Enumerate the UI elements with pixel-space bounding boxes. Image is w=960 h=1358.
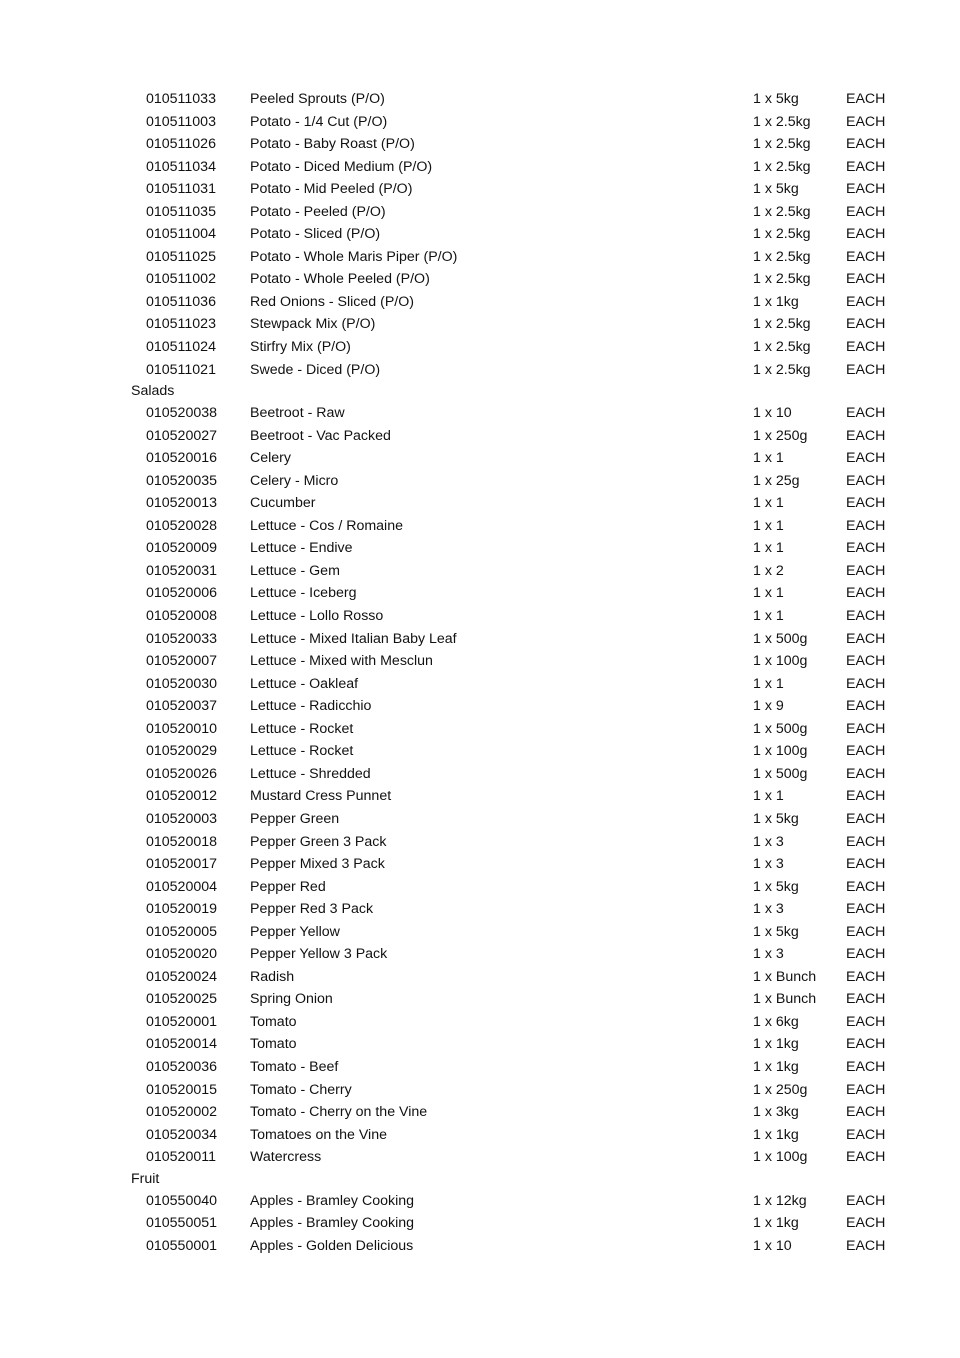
unit-of-measure: EACH bbox=[846, 765, 886, 782]
unit-of-measure: EACH bbox=[846, 427, 886, 444]
pack-size: 1 x 2.5kg bbox=[753, 361, 811, 378]
unit-of-measure: EACH bbox=[846, 878, 886, 895]
product-description: Lettuce - Mixed Italian Baby Leaf bbox=[250, 630, 457, 647]
product-row bbox=[0, 898, 960, 921]
unit-of-measure: EACH bbox=[846, 1104, 886, 1121]
unit-of-measure: EACH bbox=[846, 540, 886, 557]
unit-of-measure: EACH bbox=[846, 630, 886, 647]
unit-of-measure: EACH bbox=[846, 653, 886, 670]
product-row bbox=[0, 1101, 960, 1124]
section-heading-label: Salads bbox=[131, 383, 175, 400]
product-row bbox=[0, 515, 960, 538]
product-description: Pepper Green 3 Pack bbox=[250, 833, 387, 850]
product-description: Tomato bbox=[250, 1036, 297, 1053]
product-description: Pepper Yellow 3 Pack bbox=[250, 946, 388, 963]
product-description: Potato - Sliced (P/O) bbox=[250, 226, 381, 243]
product-row bbox=[0, 876, 960, 899]
unit-of-measure: EACH bbox=[846, 91, 886, 107]
product-code: 010520018 bbox=[146, 833, 218, 850]
pack-size: 1 x 3 bbox=[753, 946, 784, 963]
unit-of-measure: EACH bbox=[846, 495, 886, 512]
product-description: Pepper Mixed 3 Pack bbox=[250, 856, 385, 873]
product-description: Lettuce - Rocket bbox=[250, 720, 354, 737]
pack-size: 1 x 2 bbox=[753, 562, 784, 579]
pack-size: 1 x 2.5kg bbox=[753, 113, 811, 130]
unit-of-measure: EACH bbox=[846, 113, 886, 130]
product-description: Stirfry Mix (P/O) bbox=[250, 339, 351, 356]
pack-size: 1 x 2.5kg bbox=[753, 248, 811, 265]
product-row bbox=[0, 763, 960, 786]
unit-of-measure: EACH bbox=[846, 517, 886, 534]
product-row bbox=[0, 582, 960, 605]
section-heading-label: Fruit bbox=[131, 1170, 160, 1187]
product-row bbox=[0, 650, 960, 673]
product-row bbox=[0, 695, 960, 718]
pack-size: 1 x 5kg bbox=[753, 878, 799, 895]
product-row bbox=[0, 336, 960, 359]
product-description: Pepper Red bbox=[250, 878, 326, 895]
product-code: 010520038 bbox=[146, 405, 218, 422]
product-description: Watercress bbox=[250, 1149, 322, 1166]
pack-size: 1 x 100g bbox=[753, 1149, 808, 1166]
product-row bbox=[0, 785, 960, 808]
unit-of-measure: EACH bbox=[846, 991, 886, 1008]
product-code: 010520006 bbox=[146, 585, 218, 602]
unit-of-measure: EACH bbox=[846, 1058, 886, 1075]
product-description: Tomato bbox=[250, 1013, 297, 1030]
product-description: Tomato - Cherry bbox=[250, 1081, 352, 1098]
product-description: Potato - 1/4 Cut (P/O) bbox=[250, 113, 388, 130]
unit-of-measure: EACH bbox=[846, 158, 886, 175]
section-heading bbox=[0, 381, 960, 402]
product-list bbox=[0, 88, 960, 1257]
unit-of-measure: EACH bbox=[846, 339, 886, 356]
product-row bbox=[0, 1124, 960, 1147]
pack-size: 1 x 1 bbox=[753, 540, 784, 557]
pack-size: 1 x 2.5kg bbox=[753, 316, 811, 333]
product-description: Tomato - Cherry on the Vine bbox=[250, 1104, 428, 1121]
product-code: 010520034 bbox=[146, 1126, 218, 1143]
product-row bbox=[0, 156, 960, 179]
unit-of-measure: EACH bbox=[846, 472, 886, 489]
product-row bbox=[0, 111, 960, 134]
product-code: 010520009 bbox=[146, 540, 218, 557]
product-description: Pepper Red 3 Pack bbox=[250, 901, 374, 918]
product-code: 010511036 bbox=[146, 293, 216, 310]
product-row bbox=[0, 1056, 960, 1079]
pack-size: 1 x 500g bbox=[753, 720, 808, 737]
unit-of-measure: EACH bbox=[846, 181, 886, 198]
pack-size: 1 x 1kg bbox=[753, 1058, 799, 1075]
product-code: 010511021 bbox=[146, 361, 216, 378]
product-row bbox=[0, 1146, 960, 1169]
pack-size: 1 x 1 bbox=[753, 585, 784, 602]
unit-of-measure: EACH bbox=[846, 1192, 886, 1209]
unit-of-measure: EACH bbox=[846, 585, 886, 602]
product-description: Potato - Peeled (P/O) bbox=[250, 203, 386, 220]
pack-size: 1 x 100g bbox=[753, 743, 808, 760]
unit-of-measure: EACH bbox=[846, 248, 886, 265]
product-row bbox=[0, 133, 960, 156]
product-code: 010520017 bbox=[146, 856, 218, 873]
product-code: 010520037 bbox=[146, 698, 218, 715]
unit-of-measure: EACH bbox=[846, 698, 886, 715]
product-code: 010520035 bbox=[146, 472, 218, 489]
product-row bbox=[0, 966, 960, 989]
unit-of-measure: EACH bbox=[846, 788, 886, 805]
product-row bbox=[0, 1033, 960, 1056]
product-description: Pepper Green bbox=[250, 810, 340, 827]
product-row bbox=[0, 943, 960, 966]
pack-size: 1 x 500g bbox=[753, 630, 808, 647]
product-description: Lettuce - Cos / Romaine bbox=[250, 517, 403, 534]
unit-of-measure: EACH bbox=[846, 405, 886, 422]
product-code: 010520007 bbox=[146, 653, 218, 670]
product-row bbox=[0, 1011, 960, 1034]
product-code: 010511002 bbox=[146, 271, 216, 288]
unit-of-measure: EACH bbox=[846, 1081, 886, 1098]
pack-size: 1 x 5kg bbox=[753, 810, 799, 827]
pack-size: 1 x 5kg bbox=[753, 181, 799, 198]
product-code: 010520026 bbox=[146, 765, 218, 782]
product-code: 010511033 bbox=[146, 91, 216, 107]
product-row bbox=[0, 853, 960, 876]
product-description: Apples - Bramley Cooking bbox=[250, 1192, 415, 1209]
product-code: 010520025 bbox=[146, 991, 218, 1008]
pack-size: 1 x 1 bbox=[753, 495, 784, 512]
product-description: Potato - Diced Medium (P/O) bbox=[250, 158, 433, 175]
pack-size: 1 x 250g bbox=[753, 1081, 808, 1098]
pack-size: 1 x 25g bbox=[753, 472, 800, 489]
product-code: 010520012 bbox=[146, 788, 218, 805]
unit-of-measure: EACH bbox=[846, 856, 886, 873]
unit-of-measure: EACH bbox=[846, 361, 886, 378]
product-row bbox=[0, 201, 960, 224]
unit-of-measure: EACH bbox=[846, 968, 886, 985]
pack-size: 1 x Bunch bbox=[753, 991, 817, 1008]
product-description: Lettuce - Gem bbox=[250, 562, 340, 579]
product-code: 010520036 bbox=[146, 1058, 218, 1075]
unit-of-measure: EACH bbox=[846, 203, 886, 220]
product-code: 010520002 bbox=[146, 1104, 218, 1121]
pack-size: 1 x 10 bbox=[753, 405, 792, 422]
product-code: 010520028 bbox=[146, 517, 218, 534]
product-description: Cucumber bbox=[250, 495, 316, 512]
product-row bbox=[0, 831, 960, 854]
unit-of-measure: EACH bbox=[846, 271, 886, 288]
product-code: 010511031 bbox=[146, 181, 216, 198]
pack-size: 1 x 5kg bbox=[753, 923, 799, 940]
product-description: Potato - Whole Maris Piper (P/O) bbox=[250, 248, 458, 265]
product-description: Stewpack Mix (P/O) bbox=[250, 316, 376, 333]
product-row bbox=[0, 605, 960, 628]
product-row bbox=[0, 492, 960, 515]
pack-size: 1 x 12kg bbox=[753, 1192, 807, 1209]
product-description: Pepper Yellow bbox=[250, 923, 340, 940]
unit-of-measure: EACH bbox=[846, 1237, 886, 1254]
product-row bbox=[0, 921, 960, 944]
unit-of-measure: EACH bbox=[846, 833, 886, 850]
pack-size: 1 x 1kg bbox=[753, 1215, 799, 1232]
product-row bbox=[0, 1079, 960, 1102]
product-row bbox=[0, 1190, 960, 1213]
product-row bbox=[0, 537, 960, 560]
product-description: Peeled Sprouts (P/O) bbox=[250, 91, 385, 107]
pack-size: 1 x Bunch bbox=[753, 968, 817, 985]
unit-of-measure: EACH bbox=[846, 810, 886, 827]
product-row bbox=[0, 628, 960, 651]
product-code: 010511026 bbox=[146, 136, 216, 153]
product-description: Lettuce - Lollo Rosso bbox=[250, 608, 384, 625]
product-code: 010550051 bbox=[146, 1215, 218, 1232]
pack-size: 1 x 1 bbox=[753, 450, 784, 467]
product-description: Celery bbox=[250, 450, 291, 467]
product-row bbox=[0, 291, 960, 314]
product-code: 010520001 bbox=[146, 1013, 218, 1030]
product-row bbox=[0, 1235, 960, 1258]
product-code: 010520030 bbox=[146, 675, 218, 692]
product-code: 010520011 bbox=[146, 1149, 216, 1166]
product-description: Beetroot - Raw bbox=[250, 405, 345, 422]
unit-of-measure: EACH bbox=[846, 450, 886, 467]
product-code: 010511003 bbox=[146, 113, 216, 130]
pack-size: 1 x 2.5kg bbox=[753, 203, 811, 220]
product-description: Apples - Golden Delicious bbox=[250, 1237, 414, 1254]
product-row bbox=[0, 988, 960, 1011]
product-description: Swede - Diced (P/O) bbox=[250, 361, 381, 378]
unit-of-measure: EACH bbox=[846, 136, 886, 153]
pack-size: 1 x 1 bbox=[753, 517, 784, 534]
unit-of-measure: EACH bbox=[846, 1013, 886, 1030]
product-code: 010550040 bbox=[146, 1192, 218, 1209]
pack-size: 1 x 1kg bbox=[753, 1126, 799, 1143]
product-code: 010511034 bbox=[146, 158, 216, 175]
unit-of-measure: EACH bbox=[846, 226, 886, 243]
product-code: 010511023 bbox=[146, 316, 216, 333]
product-row bbox=[0, 268, 960, 291]
pack-size: 1 x 3 bbox=[753, 833, 784, 850]
product-code: 010520020 bbox=[146, 946, 218, 963]
product-code: 010520016 bbox=[146, 450, 218, 467]
product-description: Radish bbox=[250, 968, 295, 985]
product-row bbox=[0, 808, 960, 831]
product-code: 010520033 bbox=[146, 630, 218, 647]
product-code: 010511004 bbox=[146, 226, 216, 243]
pack-size: 1 x 1 bbox=[753, 608, 784, 625]
product-row bbox=[0, 425, 960, 448]
product-code: 010550001 bbox=[146, 1237, 218, 1254]
product-description: Mustard Cress Punnet bbox=[250, 788, 392, 805]
product-code: 010511024 bbox=[146, 339, 216, 356]
product-description: Spring Onion bbox=[250, 991, 333, 1008]
unit-of-measure: EACH bbox=[846, 675, 886, 692]
product-code: 010520014 bbox=[146, 1036, 218, 1053]
product-row bbox=[0, 673, 960, 696]
pack-size: 1 x 1kg bbox=[753, 293, 799, 310]
product-description: Tomato - Beef bbox=[250, 1058, 339, 1075]
product-description: Tomatoes on the Vine bbox=[250, 1126, 387, 1143]
product-row bbox=[0, 223, 960, 246]
pack-size: 1 x 1kg bbox=[753, 1036, 799, 1053]
unit-of-measure: EACH bbox=[846, 923, 886, 940]
product-row bbox=[0, 359, 960, 382]
product-code: 010520031 bbox=[146, 562, 218, 579]
unit-of-measure: EACH bbox=[846, 562, 886, 579]
pack-size: 1 x 10 bbox=[753, 1237, 792, 1254]
product-code: 010511025 bbox=[146, 248, 216, 265]
unit-of-measure: EACH bbox=[846, 1036, 886, 1053]
pack-size: 1 x 1 bbox=[753, 675, 784, 692]
pack-size: 1 x 2.5kg bbox=[753, 136, 811, 153]
unit-of-measure: EACH bbox=[846, 1126, 886, 1143]
unit-of-measure: EACH bbox=[846, 316, 886, 333]
product-code: 010520027 bbox=[146, 427, 218, 444]
product-code: 010520015 bbox=[146, 1081, 218, 1098]
pack-size: 1 x 250g bbox=[753, 427, 808, 444]
pack-size: 1 x 2.5kg bbox=[753, 158, 811, 175]
product-code: 010520024 bbox=[146, 968, 218, 985]
product-description: Lettuce - Rocket bbox=[250, 743, 354, 760]
product-code: 010520029 bbox=[146, 743, 218, 760]
section-heading bbox=[0, 1169, 960, 1190]
product-description: Celery - Micro bbox=[250, 472, 339, 489]
product-description: Lettuce - Iceberg bbox=[250, 585, 357, 602]
pack-size: 1 x 1 bbox=[753, 788, 784, 805]
pack-size: 1 x 5kg bbox=[753, 91, 799, 107]
product-code: 010520005 bbox=[146, 923, 218, 940]
unit-of-measure: EACH bbox=[846, 901, 886, 918]
product-row bbox=[0, 718, 960, 741]
pack-size: 1 x 3 bbox=[753, 901, 784, 918]
product-description: Red Onions - Sliced (P/O) bbox=[250, 293, 415, 310]
product-row bbox=[0, 88, 960, 111]
unit-of-measure: EACH bbox=[846, 946, 886, 963]
unit-of-measure: EACH bbox=[846, 1149, 886, 1166]
product-description: Lettuce - Endive bbox=[250, 540, 353, 557]
product-code: 010520003 bbox=[146, 810, 218, 827]
pack-size: 1 x 2.5kg bbox=[753, 339, 811, 356]
product-code: 010520019 bbox=[146, 901, 218, 918]
product-code: 010520010 bbox=[146, 720, 218, 737]
unit-of-measure: EACH bbox=[846, 743, 886, 760]
product-description: Lettuce - Mixed with Mesclun bbox=[250, 653, 433, 670]
product-row bbox=[0, 447, 960, 470]
product-row bbox=[0, 178, 960, 201]
product-row bbox=[0, 1212, 960, 1235]
product-row bbox=[0, 246, 960, 269]
unit-of-measure: EACH bbox=[846, 608, 886, 625]
product-code: 010520008 bbox=[146, 608, 218, 625]
product-row bbox=[0, 560, 960, 583]
product-description: Lettuce - Radicchio bbox=[250, 698, 372, 715]
product-code: 010520004 bbox=[146, 878, 218, 895]
unit-of-measure: EACH bbox=[846, 293, 886, 310]
product-description: Lettuce - Oakleaf bbox=[250, 675, 359, 692]
pack-size: 1 x 500g bbox=[753, 765, 808, 782]
pack-size: 1 x 100g bbox=[753, 653, 808, 670]
product-description: Potato - Baby Roast (P/O) bbox=[250, 136, 415, 153]
unit-of-measure: EACH bbox=[846, 720, 886, 737]
pack-size: 1 x 2.5kg bbox=[753, 271, 811, 288]
product-description: Apples - Bramley Cooking bbox=[250, 1215, 415, 1232]
product-description: Potato - Whole Peeled (P/O) bbox=[250, 271, 430, 288]
product-description: Potato - Mid Peeled (P/O) bbox=[250, 181, 413, 198]
product-row bbox=[0, 470, 960, 493]
product-code: 010520013 bbox=[146, 495, 218, 512]
pack-size: 1 x 3kg bbox=[753, 1104, 799, 1121]
pack-size: 1 x 6kg bbox=[753, 1013, 799, 1030]
product-row bbox=[0, 740, 960, 763]
pack-size: 1 x 2.5kg bbox=[753, 226, 811, 243]
product-row bbox=[0, 402, 960, 425]
product-description: Lettuce - Shredded bbox=[250, 765, 371, 782]
product-code: 010511035 bbox=[146, 203, 216, 220]
pack-size: 1 x 3 bbox=[753, 856, 784, 873]
product-row bbox=[0, 313, 960, 336]
unit-of-measure: EACH bbox=[846, 1215, 886, 1232]
product-description: Beetroot - Vac Packed bbox=[250, 427, 391, 444]
pack-size: 1 x 9 bbox=[753, 698, 784, 715]
